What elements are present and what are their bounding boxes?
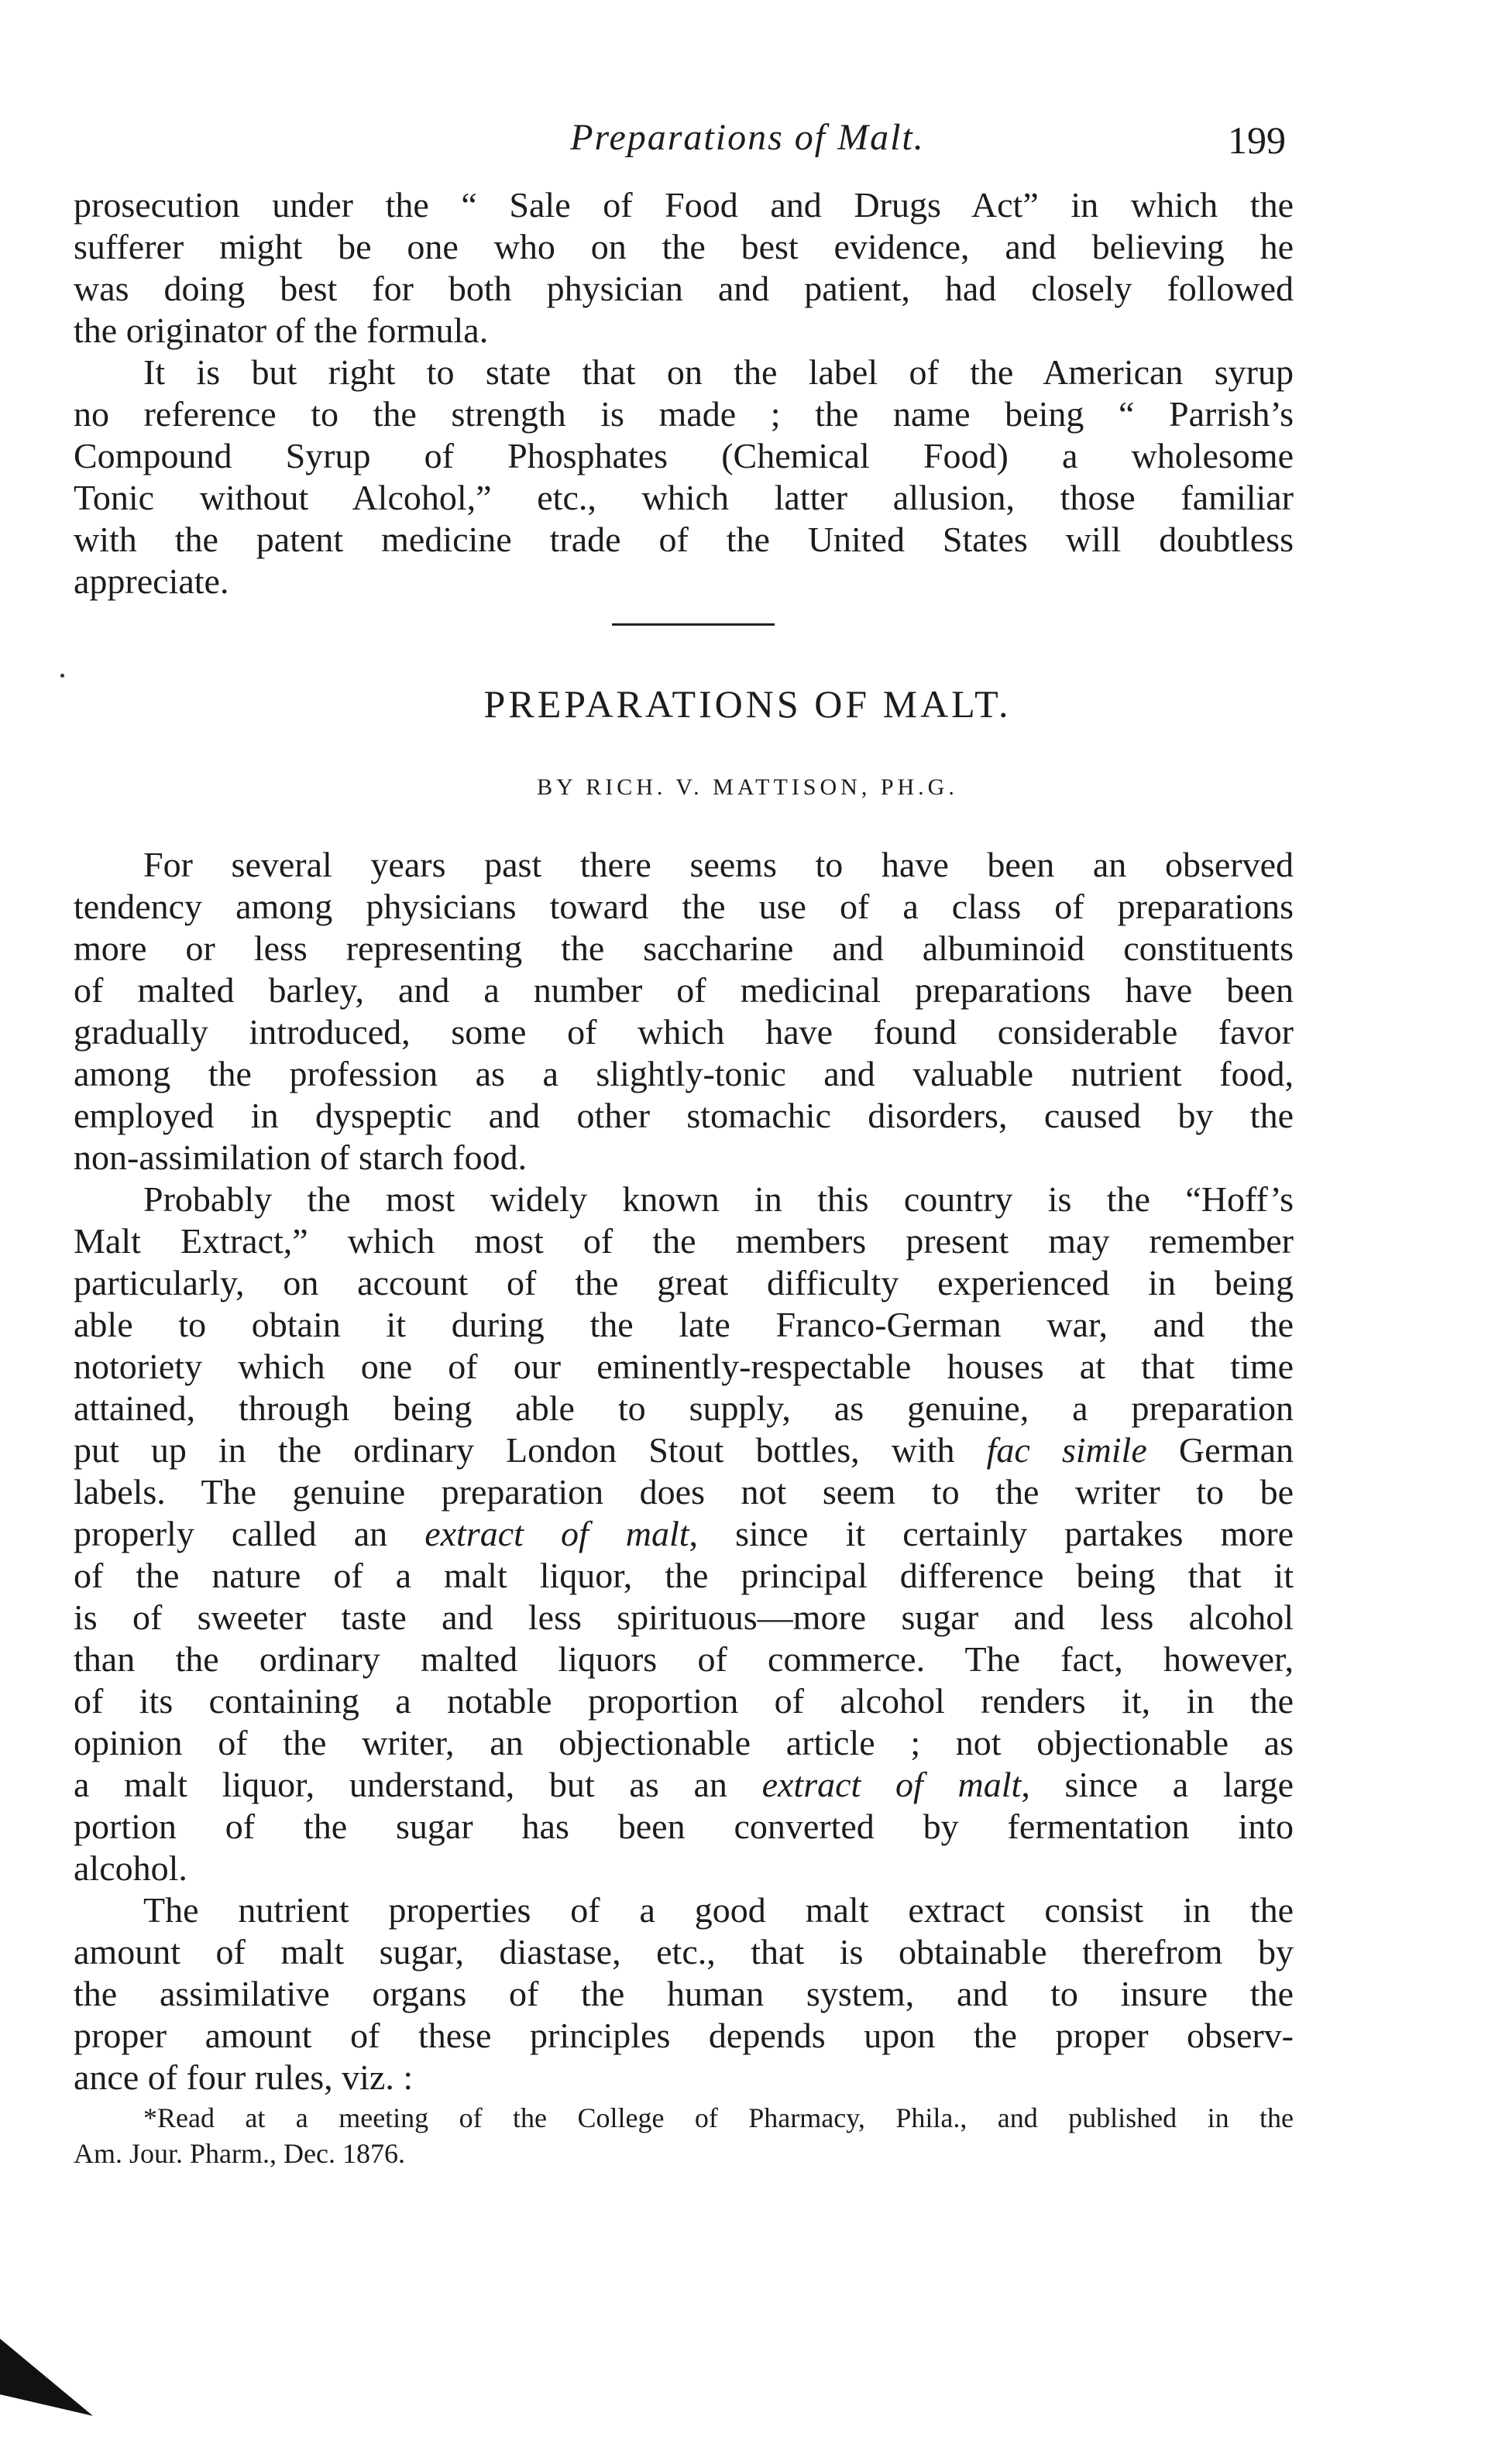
text-line: sufferer might be one who on the best evidence, and believing he xyxy=(74,227,1294,266)
page-edge-mark xyxy=(0,2339,93,2444)
text-line: appreciate. xyxy=(74,561,229,601)
text-line: than the ordinary malted liquors of commerce. The fact, however, xyxy=(74,1639,1294,1679)
article-title: PREPARATIONS OF MALT. xyxy=(483,682,1012,726)
text-line: is of sweeter taste and less spirituous—more sugar and less alcohol xyxy=(74,1597,1294,1637)
text-line: no reference to the strength is made ; the name being “ Parrish’s xyxy=(74,394,1294,434)
text-line: employed in dyspeptic and other stomachic disorders, caused by the xyxy=(74,1096,1294,1135)
text-line: gradually introduced, some of which have found considerable favor xyxy=(74,1012,1294,1052)
page-number: 199 xyxy=(1228,118,1286,162)
text-line: was doing best for both physician and patient, had closely followed xyxy=(74,269,1294,308)
text-line: attained, through being able to supply, as genuine, a preparation xyxy=(74,1388,1294,1428)
text-line: Malt Extract,” which most of the members present may remember xyxy=(74,1221,1294,1261)
text-line: properly called an extract of malt, since it certainly partakes more xyxy=(74,1514,1294,1553)
text-line: more or less representing the saccharine and albuminoid constituents xyxy=(74,928,1294,968)
text-line: It is but right to state that on the label of the American syrup xyxy=(143,352,1294,392)
text-line: among the profession as a slightly-tonic and valuable nutrient food, xyxy=(74,1054,1294,1093)
text-line: the originator of the formula. xyxy=(74,311,489,350)
text-line: Tonic without Alcohol,” etc., which latter allusion, those familiar xyxy=(74,478,1294,517)
text-line: alcohol. xyxy=(74,1848,187,1888)
text-line: tendency among physicians toward the use of a class of preparations xyxy=(74,887,1294,926)
footnote-line: Am. Jour. Pharm., Dec. 1876. xyxy=(74,2138,405,2169)
text-line: prosecution under the “ Sale of Food and Drugs Act” in which the xyxy=(74,185,1294,225)
running-head xyxy=(0,116,1495,170)
running-title: Preparations of Malt. xyxy=(570,117,925,158)
text-line: put up in the ordinary London Stout bottles, with fac simile German xyxy=(74,1430,1294,1470)
text-line: of the nature of a malt liquor, the principal difference being that it xyxy=(74,1556,1294,1595)
article-byline: BY RICH. V. MATTISON, PH.G. xyxy=(537,774,958,800)
text-line: amount of malt sugar, diastase, etc., that is obtainable therefrom by xyxy=(74,1932,1294,1972)
text-line: the assimilative organs of the human system, and to insure the xyxy=(74,1974,1294,2013)
text-line: of its containing a notable proportion of alcohol renders it, in the xyxy=(74,1681,1294,1721)
footnote xyxy=(74,2100,1294,2171)
text-line: with the patent medicine trade of the United States will doubtless xyxy=(74,520,1294,559)
text-line: able to obtain it during the late Franco-German war, and the xyxy=(74,1305,1294,1344)
footnote-line: *Read at a meeting of the College of Pharmacy, Phila., and published in the xyxy=(143,2102,1294,2133)
text-line: non-assimilation of starch food. xyxy=(74,1138,528,1177)
text-line: proper amount of these principles depends upon the proper observ- xyxy=(74,2016,1294,2055)
text-line: portion of the sugar has been converted by fermentation into xyxy=(74,1807,1294,1846)
ink-speck xyxy=(60,674,64,678)
text-line: The nutrient properties of a good malt extract consist in the xyxy=(143,1890,1294,1930)
text-line: Compound Syrup of Phosphates (Chemical Food) a wholesome xyxy=(74,436,1294,475)
text-line: notoriety which one of our eminently-respectable houses at that time xyxy=(74,1347,1294,1386)
text-line: labels. The genuine preparation does not seem to the writer to be xyxy=(74,1472,1294,1512)
text-line: a malt liquor, understand, but as an extract of malt, since a large xyxy=(74,1765,1294,1804)
section-rule xyxy=(612,623,775,626)
text-line: For several years past there seems to have been an observed xyxy=(143,845,1294,884)
text-line: opinion of the writer, an objectionable article ; not objectionable as xyxy=(74,1723,1294,1762)
text-line: Probably the most widely known in this country is the “Hoff’s xyxy=(143,1179,1294,1219)
article-body xyxy=(74,844,1294,2099)
text-line: of malted barley, and a number of medicinal preparations have been xyxy=(74,970,1294,1010)
text-line: particularly, on account of the great difficulty experienced in being xyxy=(74,1263,1294,1302)
prev-article-text xyxy=(74,184,1294,602)
text-line: ance of four rules, viz. : xyxy=(74,2057,414,2097)
